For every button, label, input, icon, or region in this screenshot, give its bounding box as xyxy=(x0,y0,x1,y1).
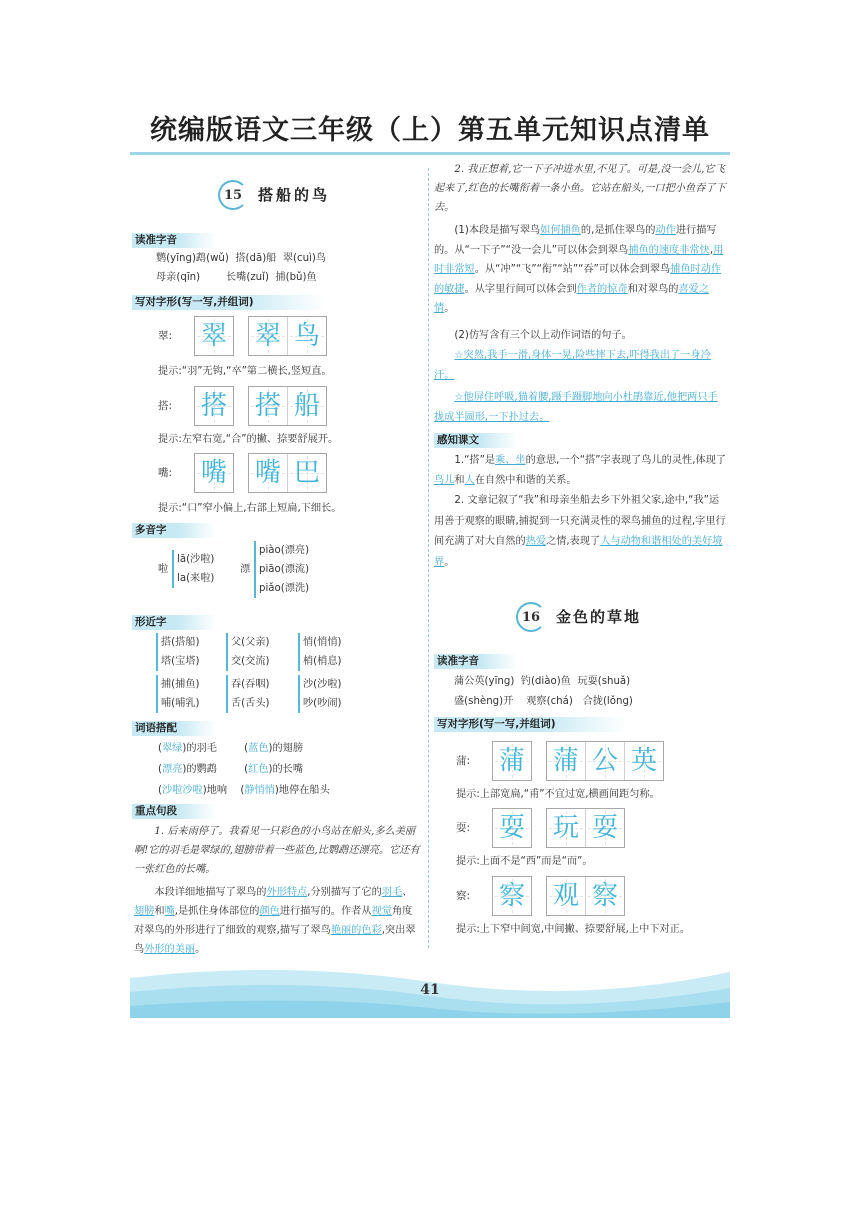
char: 公 xyxy=(591,745,618,776)
write-tip: 提示:上部宽扁,“甫”不宜过宽,横画间距匀称。 xyxy=(456,789,660,800)
tianzige-word xyxy=(248,386,327,426)
imitate-question: (2)仿写含有三个以上动作词语的句子。 xyxy=(454,330,632,341)
read-line-16-2: 盛(shèng)开 观察(chá) 合拢(lǒng) xyxy=(454,696,633,707)
read-header: 读准字音 xyxy=(132,233,215,248)
write-label: 嘴: xyxy=(158,466,173,479)
tianzige-single xyxy=(492,876,532,916)
similar-header: 形近字 xyxy=(132,615,215,630)
char: 察 xyxy=(591,880,618,911)
tianzige-single xyxy=(492,808,532,848)
char: 搭 xyxy=(254,390,281,421)
write-row-cha xyxy=(456,876,625,916)
char: 翠 xyxy=(200,320,227,351)
write-row-shua xyxy=(456,808,625,848)
tianzige-word xyxy=(248,453,327,493)
char: 鸟 xyxy=(293,320,320,351)
write-tip: 提示:上下窄中间宽,中间撇、捺要舒展,上中下对正。 xyxy=(456,924,691,935)
poly-item: piāo(漂流) xyxy=(259,564,310,575)
page-number: 41 xyxy=(420,982,440,998)
char: 观 xyxy=(552,880,579,911)
poly-item: piǎo(漂洗) xyxy=(259,583,310,594)
key-analysis-2: (1)本段是描写翠鸟如何捕鱼的,是抓住翠鸟的动作进行描写的。从“一下子”“没一会儿”可以体会到翠鸟捕鱼的速度非常快,用时非常短。从“冲”“飞”“衔”“站”“吞”可以体会到翠鸟捕鱼时动作的敏捷。从字里行间可以体会到作者的惊奇和对翠鸟的喜爱之情。 xyxy=(434,225,724,314)
key-analysis-1: 本段详细地描写了翠鸟的外形特点,分别描写了它的羽毛、翅膀和嘴,是抓住身体部位的颜色进行描写的。作者从视觉角度对翠鸟的外形进行了细致的观察,描写了翠鸟艳丽的色彩,突出翠鸟外形的美丽。 xyxy=(134,887,416,955)
write-row-da xyxy=(158,386,327,426)
char: 搭 xyxy=(200,390,227,421)
tianzige-single xyxy=(194,386,234,426)
poly-header: 多音字 xyxy=(132,523,215,538)
imitate-answer-2: ☆他屏住呼吸,猫着腰,蹑手蹑脚地向小杜鹃靠近,他把两只手拢成半圆形,一下扑过去。 xyxy=(434,392,718,423)
poly-char-1: 啦 xyxy=(158,564,169,575)
read-header-16: 读准字音 xyxy=(434,654,517,669)
char: 蒲 xyxy=(498,745,525,776)
perceive-2: 2. 文章记叙了“我”和母亲坐船去乡下外祖父家,途中,“我”运用善于观察的眼睛,捕捉到一只充满灵性的翠鸟捕鱼的过程,字里行间充满了对大自然的热爱之情,表现了人与动物和谐相处的美好境界。 xyxy=(434,495,726,568)
char: 嘴 xyxy=(200,457,227,488)
write-tip: 提示:“羽”无钩,“卒”第二横长,竖短直。 xyxy=(158,366,332,377)
char: 玩 xyxy=(552,812,579,843)
write-label: 察: xyxy=(456,889,471,902)
collocation-row: (翠绿)的羽毛 (蓝色)的翅膀 xyxy=(158,743,304,754)
write-tip: 提示:“口”窄小偏上,右部上短扁,下细长。 xyxy=(158,503,342,514)
read-line-2: 母亲(qīn) 长嘴(zuǐ) 捕(bǔ)鱼 xyxy=(156,272,317,283)
char: 耍 xyxy=(591,812,618,843)
poly-item: la(来啦) xyxy=(177,573,215,584)
write-tip: 提示:左窄右宽,“合”的撇、捺要舒展开。 xyxy=(158,434,339,445)
collocation-row: (漂亮)的鹦鹉 (红色)的长嘴 xyxy=(158,764,304,775)
tianzige-single xyxy=(194,453,234,493)
perceive-header: 感知课文 xyxy=(434,433,517,448)
poly-item: piào(漂亮) xyxy=(259,545,310,556)
char: 英 xyxy=(630,745,657,776)
poly-group-2 xyxy=(254,541,309,598)
similar-pair: 搭(搭船) 塔(宝塔) xyxy=(156,633,200,671)
imitate-answer-1: ☆突然,我手一滑,身体一晃,险些摔下去,吓得我出了一身冷汗。 xyxy=(434,350,711,381)
char: 蒲 xyxy=(552,745,579,776)
lesson-15-number: 15 xyxy=(218,180,248,210)
lesson-15-heading xyxy=(218,180,330,210)
char: 翠 xyxy=(254,320,281,351)
lesson-16-heading xyxy=(516,602,641,632)
poly-char-2: 漂 xyxy=(240,564,251,575)
lesson-16-number: 16 xyxy=(516,602,546,632)
char: 耍 xyxy=(498,812,525,843)
read-line-1: 鹦(yīng)鹉(wǔ) 搭(dā)船 翠(cuì)鸟 xyxy=(156,253,327,264)
top-rule xyxy=(130,152,730,155)
write-header-16: 写对字形(写一写,并组词) xyxy=(434,717,627,732)
collocation-row: (沙啦沙啦)地响 (静悄悄)地停在船头 xyxy=(158,785,330,796)
write-row-cui xyxy=(158,316,327,356)
lesson-15-name: 搭船的鸟 xyxy=(258,185,331,204)
page-title: 统编版语文三年级（上）第五单元知识点清单 xyxy=(150,115,710,146)
tianzige-single xyxy=(492,741,532,781)
write-label: 搭: xyxy=(158,399,173,412)
similar-pair: 吞(吞咽) 舌(舌头) xyxy=(226,675,270,713)
tianzige-word xyxy=(546,876,625,916)
poly-item: lā(沙啦) xyxy=(177,554,215,565)
write-tip: 提示:上面不是“西”而是“而”。 xyxy=(456,856,593,867)
tianzige-word xyxy=(546,808,625,848)
read-line-16-1: 蒲公英(yīng) 钓(diào)鱼 玩耍(shuǎ) xyxy=(454,676,631,687)
write-row-zui xyxy=(158,453,327,493)
key-passage-1: 1. 后来雨停了。我看见一只彩色的小鸟站在船头,多么美丽啊!它的羽毛是翠绿的,翅膀带着一些蓝色,比鹦鹉还漂亮。它还有一张红色的长嘴。 xyxy=(134,826,420,875)
char: 嘴 xyxy=(254,457,281,488)
tianzige-single xyxy=(194,316,234,356)
similar-pair: 悄(悄悄) 梢(梢息) xyxy=(298,633,342,671)
write-header: 写对字形(写一写,并组词) xyxy=(132,295,325,310)
char: 察 xyxy=(498,880,525,911)
column-divider xyxy=(428,168,429,948)
collocation-list xyxy=(158,738,330,801)
write-row-pu xyxy=(456,741,664,781)
worksheet-page xyxy=(130,152,730,1018)
similar-pair: 沙(沙啦) 吵(吵闹) xyxy=(298,675,342,713)
tianzige-word xyxy=(546,741,664,781)
write-label: 蒲: xyxy=(456,754,471,767)
write-label: 翠: xyxy=(158,329,173,342)
char: 船 xyxy=(293,390,320,421)
poly-group-1 xyxy=(172,550,214,588)
similar-pair: 父(父亲) 交(交流) xyxy=(226,633,270,671)
char: 巴 xyxy=(293,457,320,488)
key-header: 重点句段 xyxy=(132,804,215,819)
tianzige-word xyxy=(248,316,327,356)
similar-pair: 捕(捕鱼) 哺(哺乳) xyxy=(156,675,200,713)
perceive-1: 1.“搭”是乘、坐的意思,一个“搭”字表现了鸟儿的灵性,体现了鸟儿和人在自然中和谐的关系。 xyxy=(434,455,727,486)
collocation-header: 词语搭配 xyxy=(132,721,215,736)
key-passage-2: 2. 我正想着,它一下子冲进水里,不见了。可是,没一会儿,它飞起来了,红色的长嘴衔着一条小鱼。它站在船头,一口把小鱼吞了下去。 xyxy=(434,164,726,213)
lesson-16-name: 金色的草地 xyxy=(556,607,642,626)
write-label: 耍: xyxy=(456,821,471,834)
